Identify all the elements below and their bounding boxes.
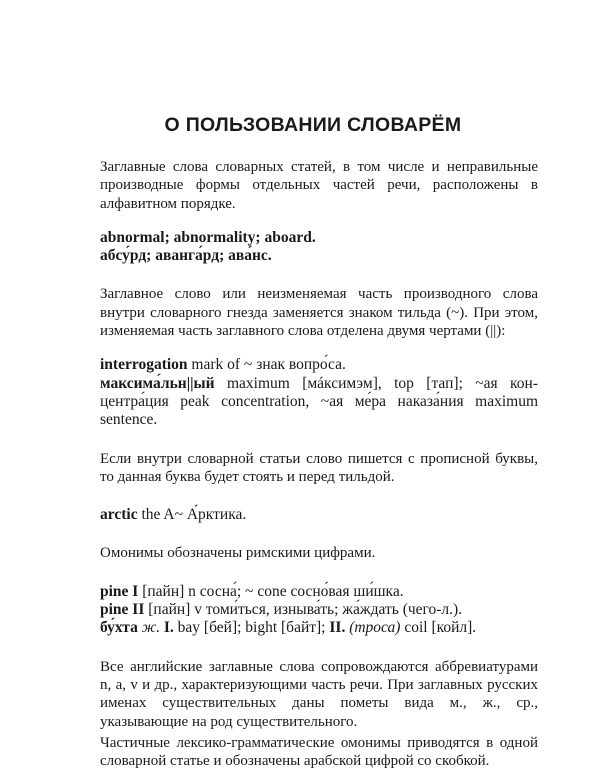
homonym-number: II. [329,619,346,637]
paragraph-partial-homonyms: Частичные лексико-грамматические омонимы приводятся в одной словарной статье и обозначены арабской цифрой со скобкой. [100,734,538,770]
paragraph-capital-letter: Если внутри словарной статьи слово пишется с прописной буквы, то данная буква будет стоять и перед тильдой. [100,450,538,485]
paragraph-alphabetical-order: Заглавные слова словарных статей, в том числе и неправильные производные формы отдельных частей речи, расположены в алфавитном порядке. [100,159,538,212]
headword: interrogation [100,356,188,374]
entry-text: coil [койл]. [400,619,477,637]
entry-text: [пайн] v томи́ться, изныва́ть; жа́ждать (чего-л.). [144,601,463,619]
entry-text: mark of ~ знак вопро́са. [187,356,346,374]
paragraph-homonyms: Омонимы обозначены римскими цифрами. [100,545,376,562]
example-russian-headwords: абсу́рд; аванга́рд; ава́нс. [100,247,272,265]
homonym-number: I. [163,619,174,637]
usage-note: (троса) [345,619,401,637]
page-title: О ПОЛЬЗОВАНИИ СЛОВАРЁМ [164,114,462,136]
entry-text: bay [бей]; bight [байт]; [173,619,330,637]
example-bukhta [100,619,538,637]
headword: бу́хта [100,619,138,637]
example-maximalny [100,375,538,430]
example-pine-1 [100,583,538,601]
paragraph-tilde-usage: Заглавное слово или неизменяемая часть производного слова внутри словарного гнезда заменяется знаком тильда (~). При этом, изменяемая часть заглавного слова отделена двумя чертами (||): [100,286,538,340]
headword: pine II [100,601,145,619]
headword: arctic [100,506,138,524]
example-pine-2 [100,601,538,619]
entry-text: maximum [мáксимэм], top [тап]; ~ая концентра́ция peak concentration, ~ая ме́ра наказа́ния maximum sentence. [100,374,538,429]
headword: pine I [100,582,139,600]
gender-mark: ж. [137,619,164,637]
entry-text: [пайн] n сосна́; ~ cone сосно́вая ши́шка. [138,582,404,600]
example-arctic [100,506,538,524]
example-english-headwords: abnormal; abnormality; aboard. [100,228,316,246]
headword: максима́льн||ый [100,374,215,392]
paragraph-abbreviations: Все английские заглавные слова сопровождаются аббревиатурами n, a, v и др., характеризующими часть речи. При заглавных русских именах существительных даны пометы вида м., ж., ср., указывающие на род существительного. [100,658,538,730]
entry-text: the A~ А́рктика. [137,506,247,524]
example-interrogation [100,356,538,374]
